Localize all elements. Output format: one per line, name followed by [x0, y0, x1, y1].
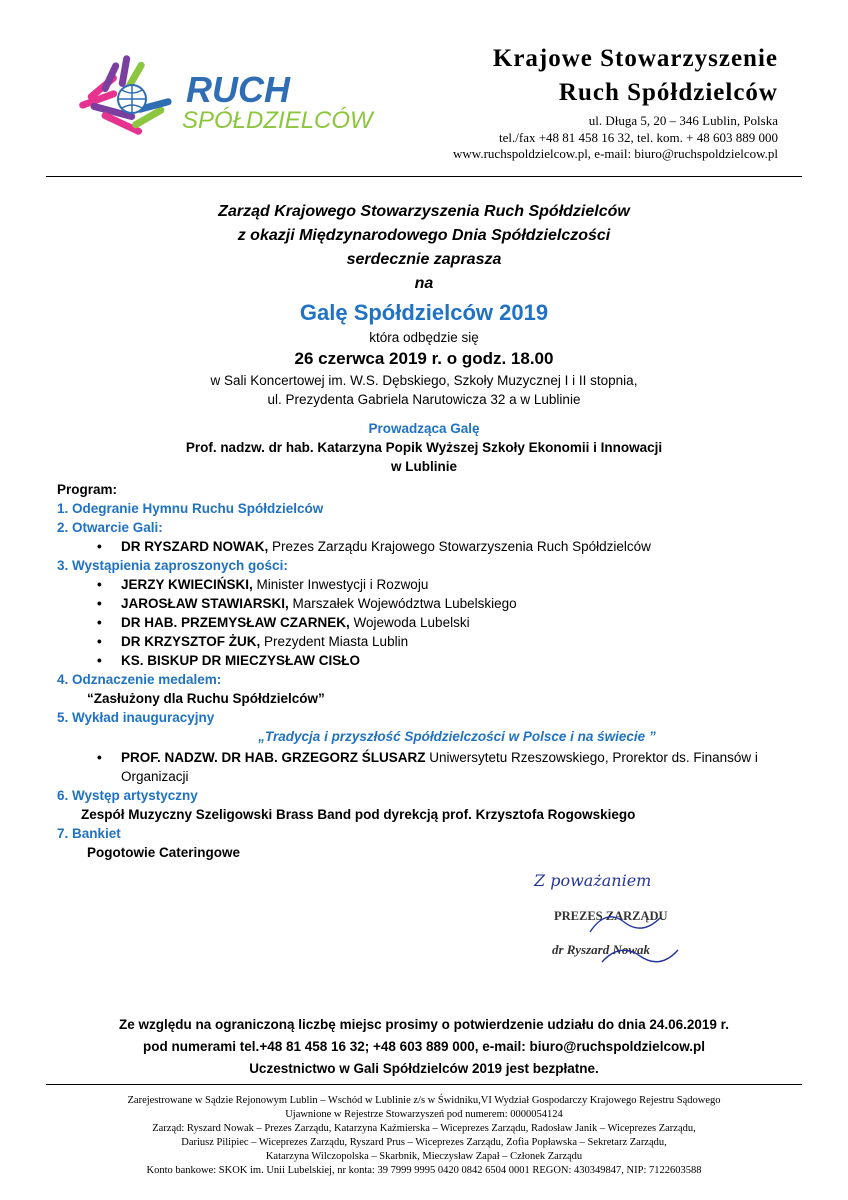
list-item — [57, 651, 797, 670]
event-place-line1: w Sali Koncertowej im. W.S. Dębskiego, Szkoły Muzycznej I i II stopnia, — [210, 373, 638, 388]
host-line2: w Lublinie — [391, 459, 457, 474]
event-place-line2: ul. Prezydenta Gabriela Narutowicza 32 a w Lublinie — [267, 392, 581, 407]
list-item — [57, 537, 797, 556]
logo-text-ruch: RUCH — [186, 69, 290, 110]
list-item — [57, 632, 797, 651]
program-item-7: 7. Bankiet — [57, 826, 121, 841]
organization-contact — [453, 113, 778, 163]
guests-list — [57, 575, 797, 670]
org-name-line1: Krajowe Stowarzyszenie — [492, 45, 778, 72]
invitation-line3: serdecznie zaprasza — [346, 251, 502, 268]
guest-role: Wojewoda Lubelski — [349, 615, 470, 630]
invitation-line1: Zarząd Krajowego Stowarzyszenia Ruch Spółdzielców — [218, 203, 630, 220]
footer-line5: Katarzyna Wilczopolska – Skarbnik, Mieczysław Zapał – Członek Zarządu — [265, 1151, 583, 1162]
banquet-text: Pogotowie Cateringowe — [87, 845, 241, 860]
program-item-3: 3. Wystąpienia zaproszonych gości: — [57, 558, 288, 573]
invitation-line4: na — [414, 275, 434, 292]
header-divider — [46, 176, 802, 177]
performance-text: Zespół Muzyczny Szeligowski Brass Band pod dyrekcją prof. Krzysztofa Rogowskiego — [81, 807, 636, 822]
guest-role: Minister Inwestycji i Rozwoju — [252, 577, 429, 592]
speaker-name: DR RYSZARD NOWAK, — [121, 539, 269, 554]
medal-name: “Zasłużony dla Ruchu Spółdzielców” — [87, 691, 325, 706]
guest-name: KS. BISKUP DR MIECZYSŁAW CISŁO — [121, 653, 361, 668]
stamp-name: dr Ryszard Nowak — [552, 942, 651, 957]
event-which: która odbędzie się — [369, 330, 479, 345]
footer — [0, 1094, 848, 1178]
footer-line1: Zarejestrowane w Sądzie Rejonowym Lublin – Wschód w Lublinie z/s w Świdniku,VI Wydział Gospodarczy Krajowego Rejestru Sądowego — [127, 1095, 721, 1106]
notice-line2: pod numerami tel.+48 81 458 16 32; +48 603 889 000, e-mail: biuro@ruchspoldzielcow.pl — [143, 1039, 705, 1054]
opening-list — [57, 537, 797, 556]
program-item-6: 6. Występ artystyczny — [57, 788, 198, 803]
signature-greeting: Z poważaniem — [534, 871, 652, 890]
footer-line2: Ujawnione w Rejestrze Stowarzyszeń pod numerem: 0000054124 — [285, 1109, 563, 1120]
program-item-1: 1. Odegranie Hymnu Ruchu Spółdzielców — [57, 501, 324, 516]
guest-name: JERZY KWIECIŃSKI, — [121, 577, 253, 592]
program-item-5: 5. Wykład inauguracyjny — [57, 710, 215, 725]
notice-line3: Uczestnictwo w Gali Spółdzielców 2019 jest bezpłatne. — [249, 1061, 599, 1076]
host-line1: Prof. nadzw. dr hab. Katarzyna Popik Wyższej Szkoły Ekonomii i Innowacji — [185, 440, 663, 455]
organization-name — [493, 42, 778, 110]
ruch-spoldzielcow-logo — [70, 44, 380, 144]
footer-divider — [46, 1084, 802, 1085]
stamp-title: PREZES ZARZĄDU — [554, 909, 668, 923]
program — [57, 480, 797, 862]
list-item — [57, 748, 797, 786]
speaker-role: Prezes Zarządu Krajowego Stowarzyszenia Ruch Spółdzielców — [268, 539, 651, 554]
logo-text-spoldzielcow: SPÓŁDZIELCÓW — [182, 107, 373, 134]
org-name-line2: Ruch Spółdzielców — [558, 79, 778, 106]
program-item-2: 2. Otwarcie Gali: — [57, 520, 163, 535]
guest-role: Prezydent Miasta Lublin — [260, 634, 409, 649]
list-item — [57, 613, 797, 632]
invitation-line2: z okazji Międzynarodowego Dnia Spółdzielczości — [237, 227, 611, 244]
notice-line1: Ze względu na ograniczoną liczbę miejsc prosimy o potwierdzenie udziału do dnia 24.06.2019 r. — [119, 1017, 729, 1032]
guest-role: Marszałek Województwa Lubelskiego — [288, 596, 517, 611]
list-item — [57, 575, 797, 594]
invitation-block — [0, 200, 848, 476]
event-date: 26 czerwca 2019 r. o godz. 18.00 — [294, 349, 554, 368]
footer-line6: Konto bankowe: SKOK im. Unii Lubelskiej, nr konta: 39 7999 9995 0420 0842 6504 0001 REGON: 430349847, NIP: 7122603588 — [146, 1165, 702, 1176]
event-title: Galę Spółdzielców 2019 — [299, 300, 549, 325]
hands-icon — [78, 55, 172, 136]
lecturer-role: Uniwersytetu Rzeszowskiego, Prorektor ds. Finansów i Organizacji — [121, 750, 758, 784]
list-item — [57, 594, 797, 613]
lecturer-list — [57, 748, 797, 786]
lecture-title: „Tradycja i przyszłość Spółdzielczości w Polsce i na świecie ” — [258, 729, 656, 744]
program-title: Program: — [57, 482, 118, 497]
web-email: www.ruchspoldzielcow.pl, e-mail: biuro@ruchspoldzielcow.pl — [453, 146, 778, 161]
host-label: Prowadząca Galę — [368, 421, 480, 436]
signature-stamp — [528, 862, 708, 972]
lecturer-name: PROF. NADZW. DR HAB. GRZEGORZ ŚLUSARZ — [121, 750, 426, 765]
footer-line3: Zarząd: Ryszard Nowak – Prezes Zarządu, Katarzyna Kaźmierska – Wiceprezes Zarządu, Radosław Janik – Wiceprezes Zarządu, — [152, 1123, 696, 1134]
program-item-4: 4. Odznaczenie medalem: — [57, 672, 222, 687]
footer-line4: Dariusz Pilipiec – Wiceprezes Zarządu, Ryszard Prus – Wiceprezes Zarządu, Zofia Popławska – Sekretarz Zarządu, — [181, 1137, 667, 1148]
guest-name: JAROSŁAW STAWIARSKI, — [121, 596, 289, 611]
rsvp-notice — [0, 1014, 848, 1080]
guest-name: DR HAB. PRZEMYSŁAW CZARNEK, — [121, 615, 350, 630]
phone: tel./fax +48 81 458 16 32, tel. kom. + 48 603 889 000 — [499, 129, 778, 145]
address: ul. Długa 5, 20 – 346 Lublin, Polska — [588, 113, 778, 128]
guest-name: DR KRZYSZTOF ŻUK, — [121, 634, 261, 649]
